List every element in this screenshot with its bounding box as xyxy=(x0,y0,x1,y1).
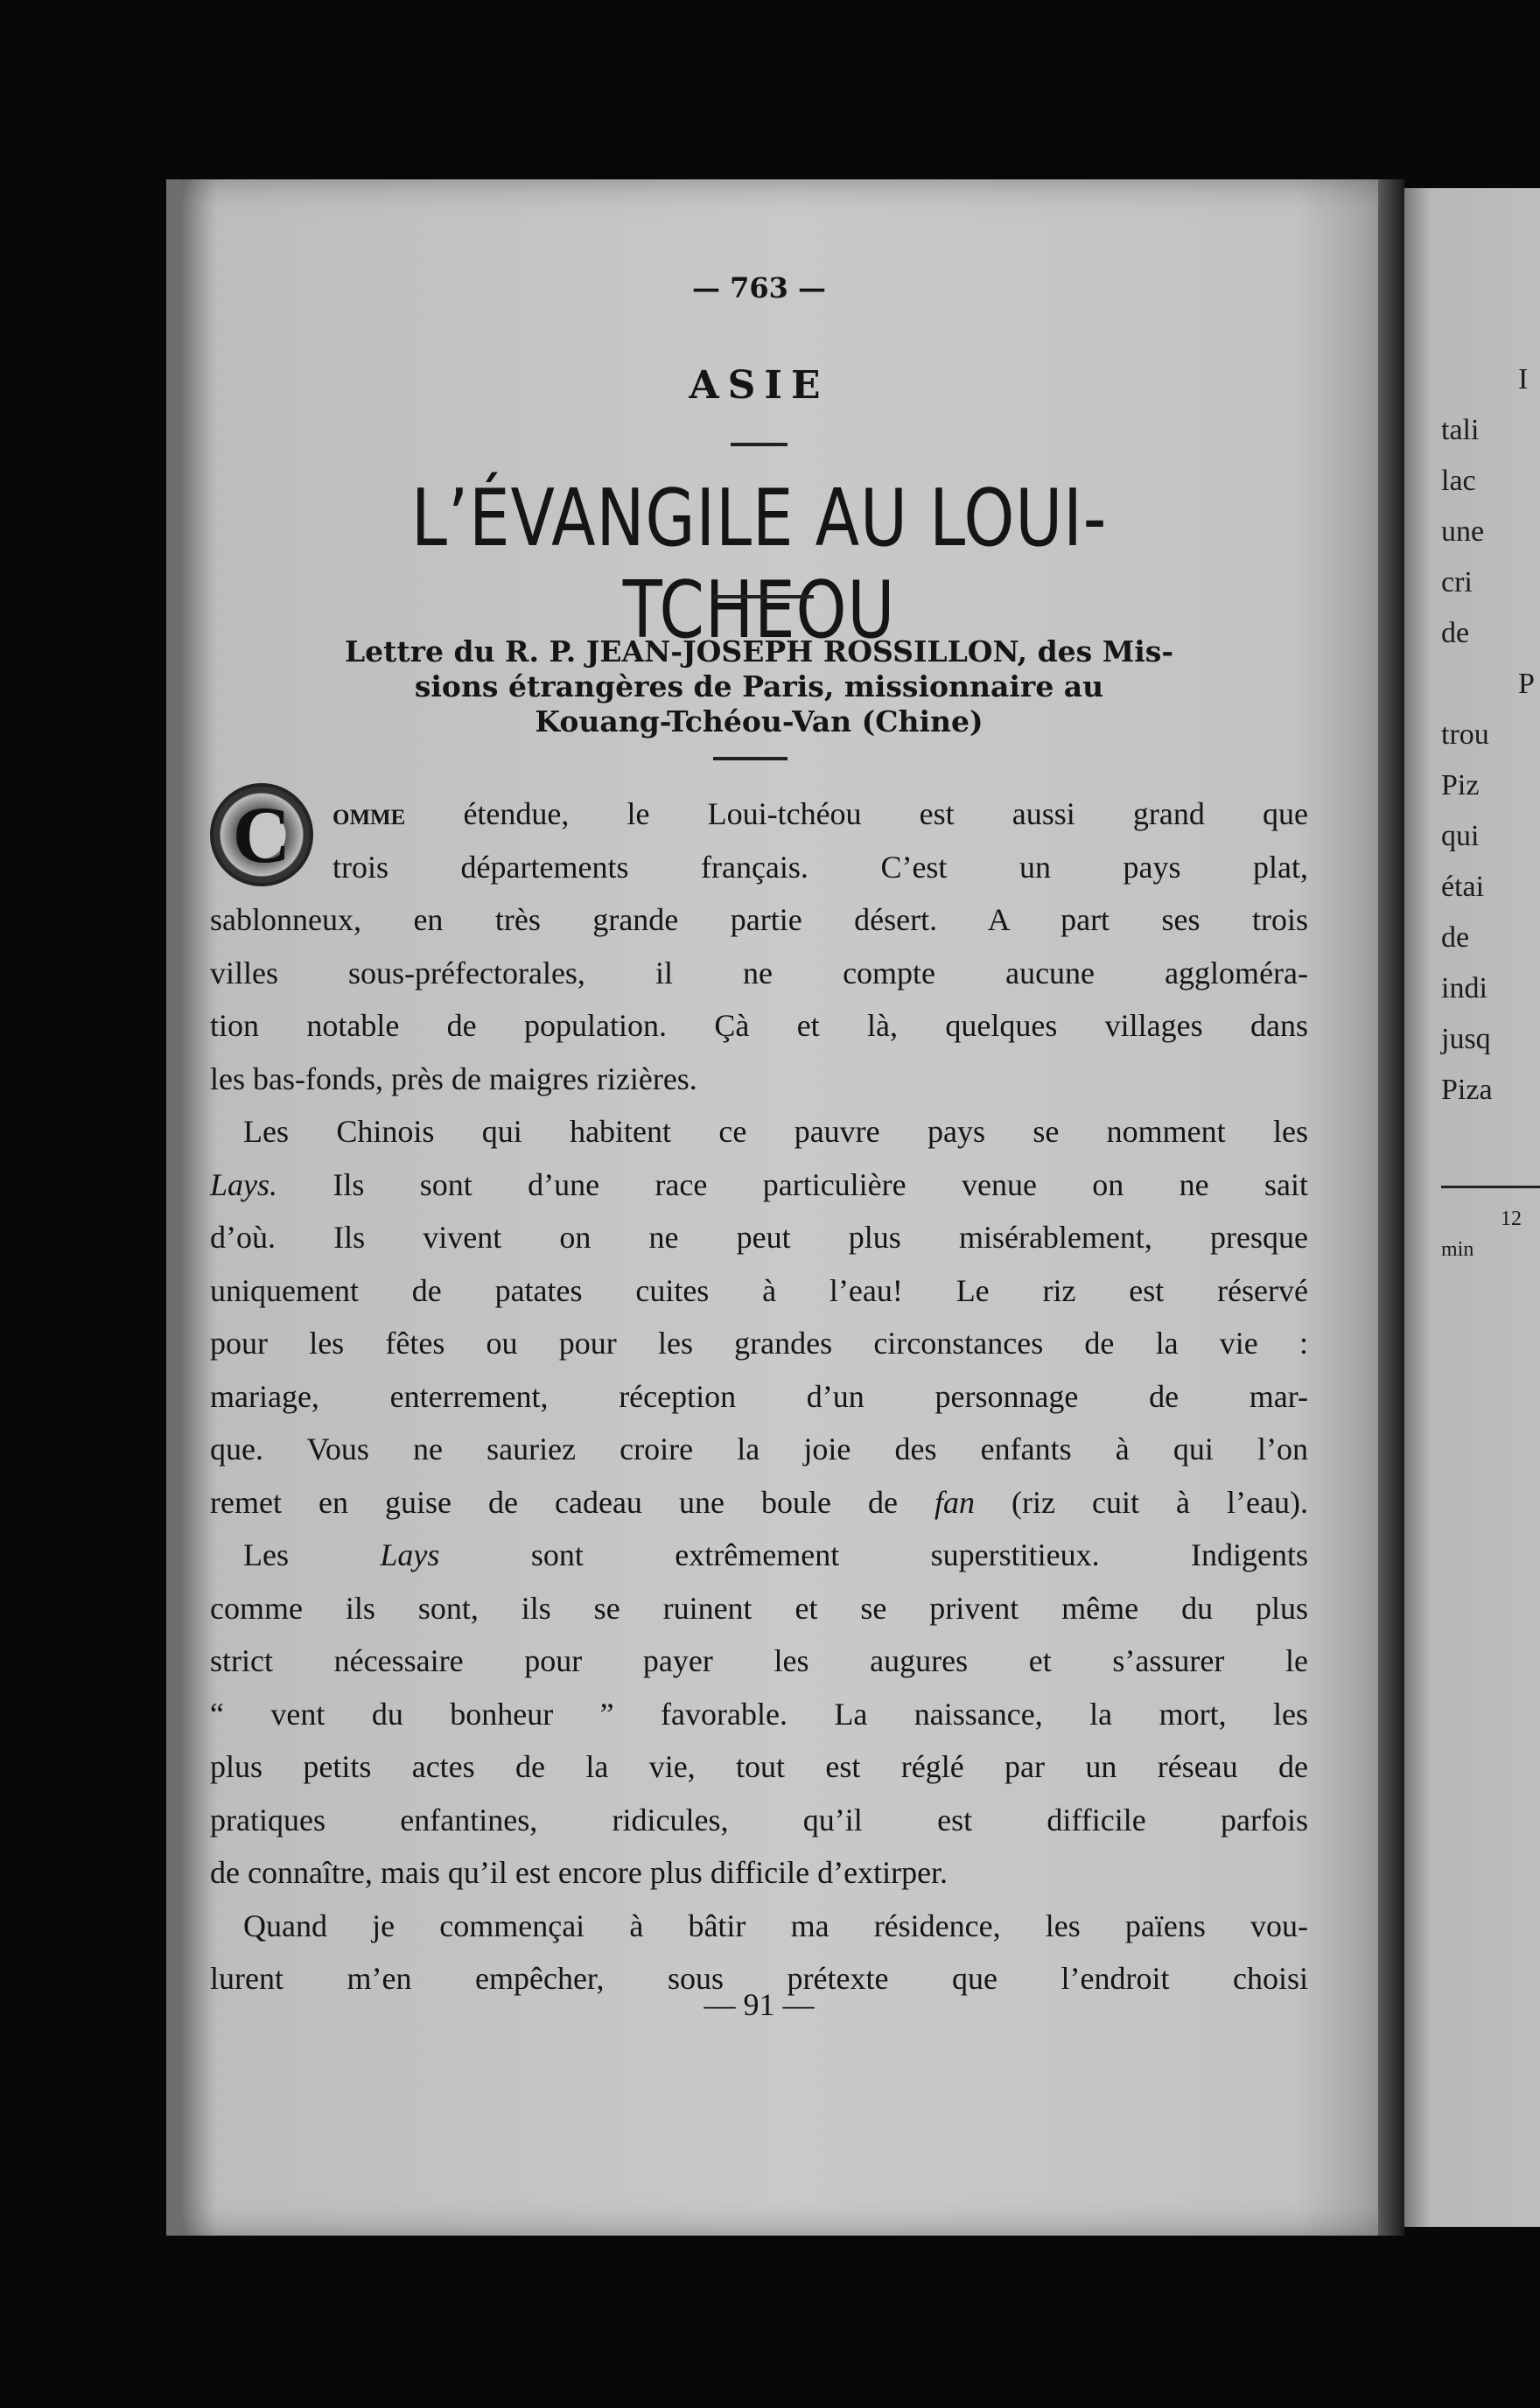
text-line: villes sous-préfectorales, il ne compte aucune aggloméra- xyxy=(210,955,1308,990)
article-subtitle xyxy=(210,634,1308,739)
text-line: Les Chinois qui habitent ce pauvre pays se nomment les xyxy=(243,1114,1308,1149)
subtitle-line: sions étrangères de Paris, missionnaire au xyxy=(414,669,1104,704)
page-number-top: — 763 — xyxy=(691,271,827,304)
italic-word: fan xyxy=(934,1484,976,1520)
footnote-fragment: min xyxy=(1441,1238,1474,1261)
next-page-fragment: P xyxy=(1518,668,1535,700)
text-line: Quand je commençai à bâtir ma résidence, les païens vou- xyxy=(243,1908,1308,1943)
text-line: sablonneux, en très grande partie désert. A part ses trois xyxy=(210,902,1308,937)
text-run: Ils sont d’une race particulière venue on ne sait xyxy=(277,1166,1308,1202)
text-run: sont extrêmement superstitieux. Indigents xyxy=(439,1537,1308,1572)
italic-word: Lays xyxy=(380,1537,440,1572)
text-line: strict nécessaire pour payer les augures et s’assurer le xyxy=(210,1643,1308,1678)
footnote-number: 12 xyxy=(1501,1208,1522,1230)
divider xyxy=(731,443,788,446)
text-line: pratiques enfantines, ridicules, qu’il est difficile parfois xyxy=(210,1802,1308,1838)
text-line: de connaître, mais qu’il est encore plus difficile d’extirper. xyxy=(210,1855,948,1890)
drop-cap-initial: C xyxy=(210,783,313,886)
section-heading: ASIE xyxy=(689,363,830,408)
text-line: pour les fêtes ou pour les grandes circonstances de la vie : xyxy=(210,1326,1308,1361)
next-page-fragment: lac xyxy=(1441,465,1476,497)
subtitle-line: Kouang-Tchéou-Van (Chine) xyxy=(535,704,984,738)
text-line: “ vent du bonheur ” favorable. La naissance, la mort, les xyxy=(210,1696,1308,1732)
text-line: les bas-fonds, près de maigres rizières. xyxy=(210,1060,697,1096)
next-page-fragment: Piz xyxy=(1441,769,1480,802)
text-line: comme ils sont, ils se ruinent et se privent même du plus xyxy=(210,1590,1308,1626)
text-line: plus petits actes de la vie, tout est réglé par un réseau de xyxy=(210,1749,1308,1784)
next-page-fragment: tali xyxy=(1441,414,1480,446)
book-gutter xyxy=(1378,179,1404,2236)
text-run: remet en guise de cadeau une boule de xyxy=(210,1484,934,1520)
text-line: uniquement de patates cuites à l’eau! Le riz est réservé xyxy=(210,1272,1308,1308)
small-caps-word: omme xyxy=(332,796,406,831)
next-page-fragment: indi xyxy=(1441,972,1488,1004)
next-page-fragment: I xyxy=(1518,363,1529,396)
next-page-fragment: étai xyxy=(1441,871,1485,903)
text-line xyxy=(210,1476,1308,1530)
text-line: que. Vous ne sauriez croire la joie des enfants à qui l’on xyxy=(210,1432,1308,1466)
next-page-fragment: qui xyxy=(1441,820,1480,852)
next-page-fragment: une xyxy=(1441,515,1485,548)
page-number-bottom: — 91 — xyxy=(704,1987,815,2022)
text-line: trois départements français. C’est un pays plat, xyxy=(332,849,1308,885)
text-line: mariage, enterrement, réception d’un personnage de mar- xyxy=(210,1378,1308,1414)
article-body xyxy=(210,788,1308,2006)
next-page-fragment: de xyxy=(1441,617,1470,649)
italic-word: Lays. xyxy=(210,1166,278,1202)
footnote-rule xyxy=(1441,1186,1540,1188)
divider xyxy=(713,595,814,598)
text-line: d’où. Ils vivent on ne peut plus misérablement, presque xyxy=(210,1220,1308,1255)
next-page-edge xyxy=(1404,188,1540,2227)
text-line xyxy=(210,1158,1308,1212)
next-page-fragment: cri xyxy=(1441,566,1473,598)
text-line: lurent m’en empêcher, sous prétexte que l’endroit choisi xyxy=(210,1961,1308,1996)
next-page-fragment: trou xyxy=(1441,718,1489,751)
text-run: étendue, le Loui-tchéou est aussi grand que xyxy=(405,796,1308,831)
text-line xyxy=(210,788,1308,841)
divider xyxy=(713,757,788,760)
next-page-fragment: Piza xyxy=(1441,1074,1493,1106)
text-line: tion notable de population. Çà et là, quelques villages dans xyxy=(210,1008,1308,1043)
article-title: L’ÉVANGILE AU LOUI-TCHEOU xyxy=(410,472,1108,656)
text-run: Les xyxy=(243,1537,381,1572)
text-line xyxy=(210,1529,1308,1582)
next-page-fragment: jusq xyxy=(1441,1023,1491,1055)
next-page-fragment: de xyxy=(1441,921,1470,954)
subtitle-line: Lettre du R. P. JEAN-JOSEPH ROSSILLON, des Mis- xyxy=(344,634,1174,668)
text-run: (riz cuit à l’eau). xyxy=(975,1484,1308,1520)
